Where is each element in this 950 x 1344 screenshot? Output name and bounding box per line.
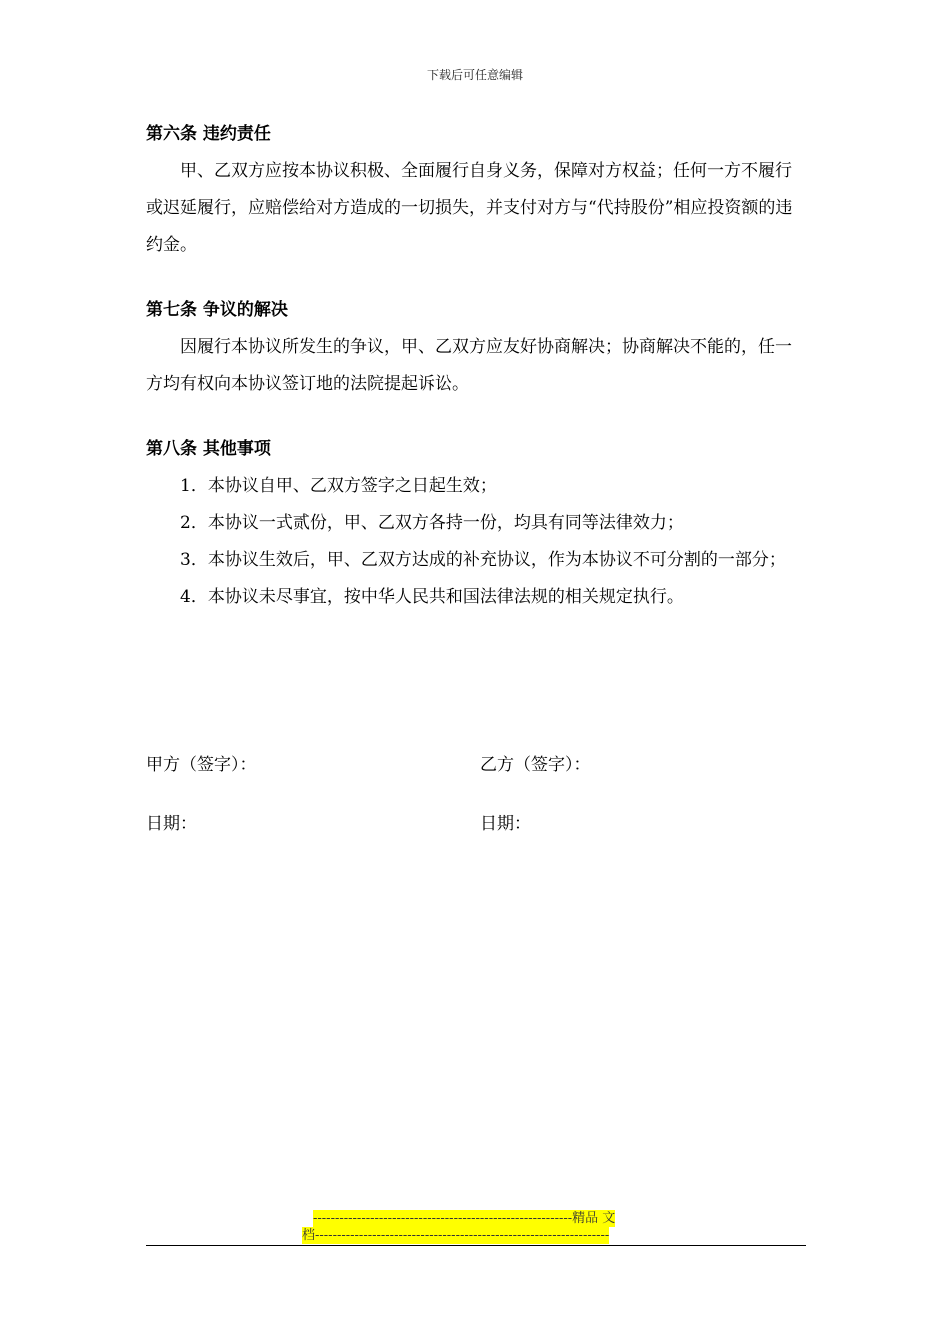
party-b-date-label: 日期： [480, 814, 531, 834]
section-8-item-3: 3．本协议生效后，甲、乙双方达成的补充协议，作为本协议不可分割的一部分； [180, 550, 786, 570]
party-a-signature-label: 甲方（签字）： [146, 755, 257, 775]
section-heading-6: 第六条 违约责任 [146, 124, 271, 144]
section-6-paragraph: 甲、乙双方应按本协议积极、全面履行自身义务，保障对方权益；任何一方不履行或迟延履行，应赔偿给对方造成的一切损失，并支付对方与“代持股份”相应投资额的违约金。 [146, 161, 793, 255]
page-header: 下载后可任意编辑 [426, 68, 523, 82]
section-heading-7: 第七条 争议的解决 [146, 300, 288, 320]
document-body [146, 116, 806, 616]
party-a-date-label: 日期： [146, 814, 197, 834]
section-8-item-2: 2．本协议一式贰份，甲、乙双方各持一份，均具有同等法律效力； [180, 513, 684, 533]
party-b-signature-label: 乙方（签字）： [480, 755, 591, 775]
footer-divider [146, 1245, 806, 1246]
section-8-item-4: 4．本协议未尽事宜，按中华人民共和国法律法规的相关规定执行。 [180, 587, 684, 607]
footer-line-1: -----------------------------------------------------------精品 文 [313, 1211, 616, 1226]
footer-line-2: 档------------------------------------------------------------------- [302, 1228, 610, 1243]
section-8-item-1: 1．本协议自甲、乙双方签字之日起生效； [180, 476, 497, 496]
section-heading-8: 第八条 其他事项 [146, 439, 271, 459]
section-7-paragraph: 因履行本协议所发生的争议，甲、乙双方应友好协商解决；协商解决不能的，任一方均有权向本协议签订地的法院提起诉讼。 [146, 337, 792, 394]
